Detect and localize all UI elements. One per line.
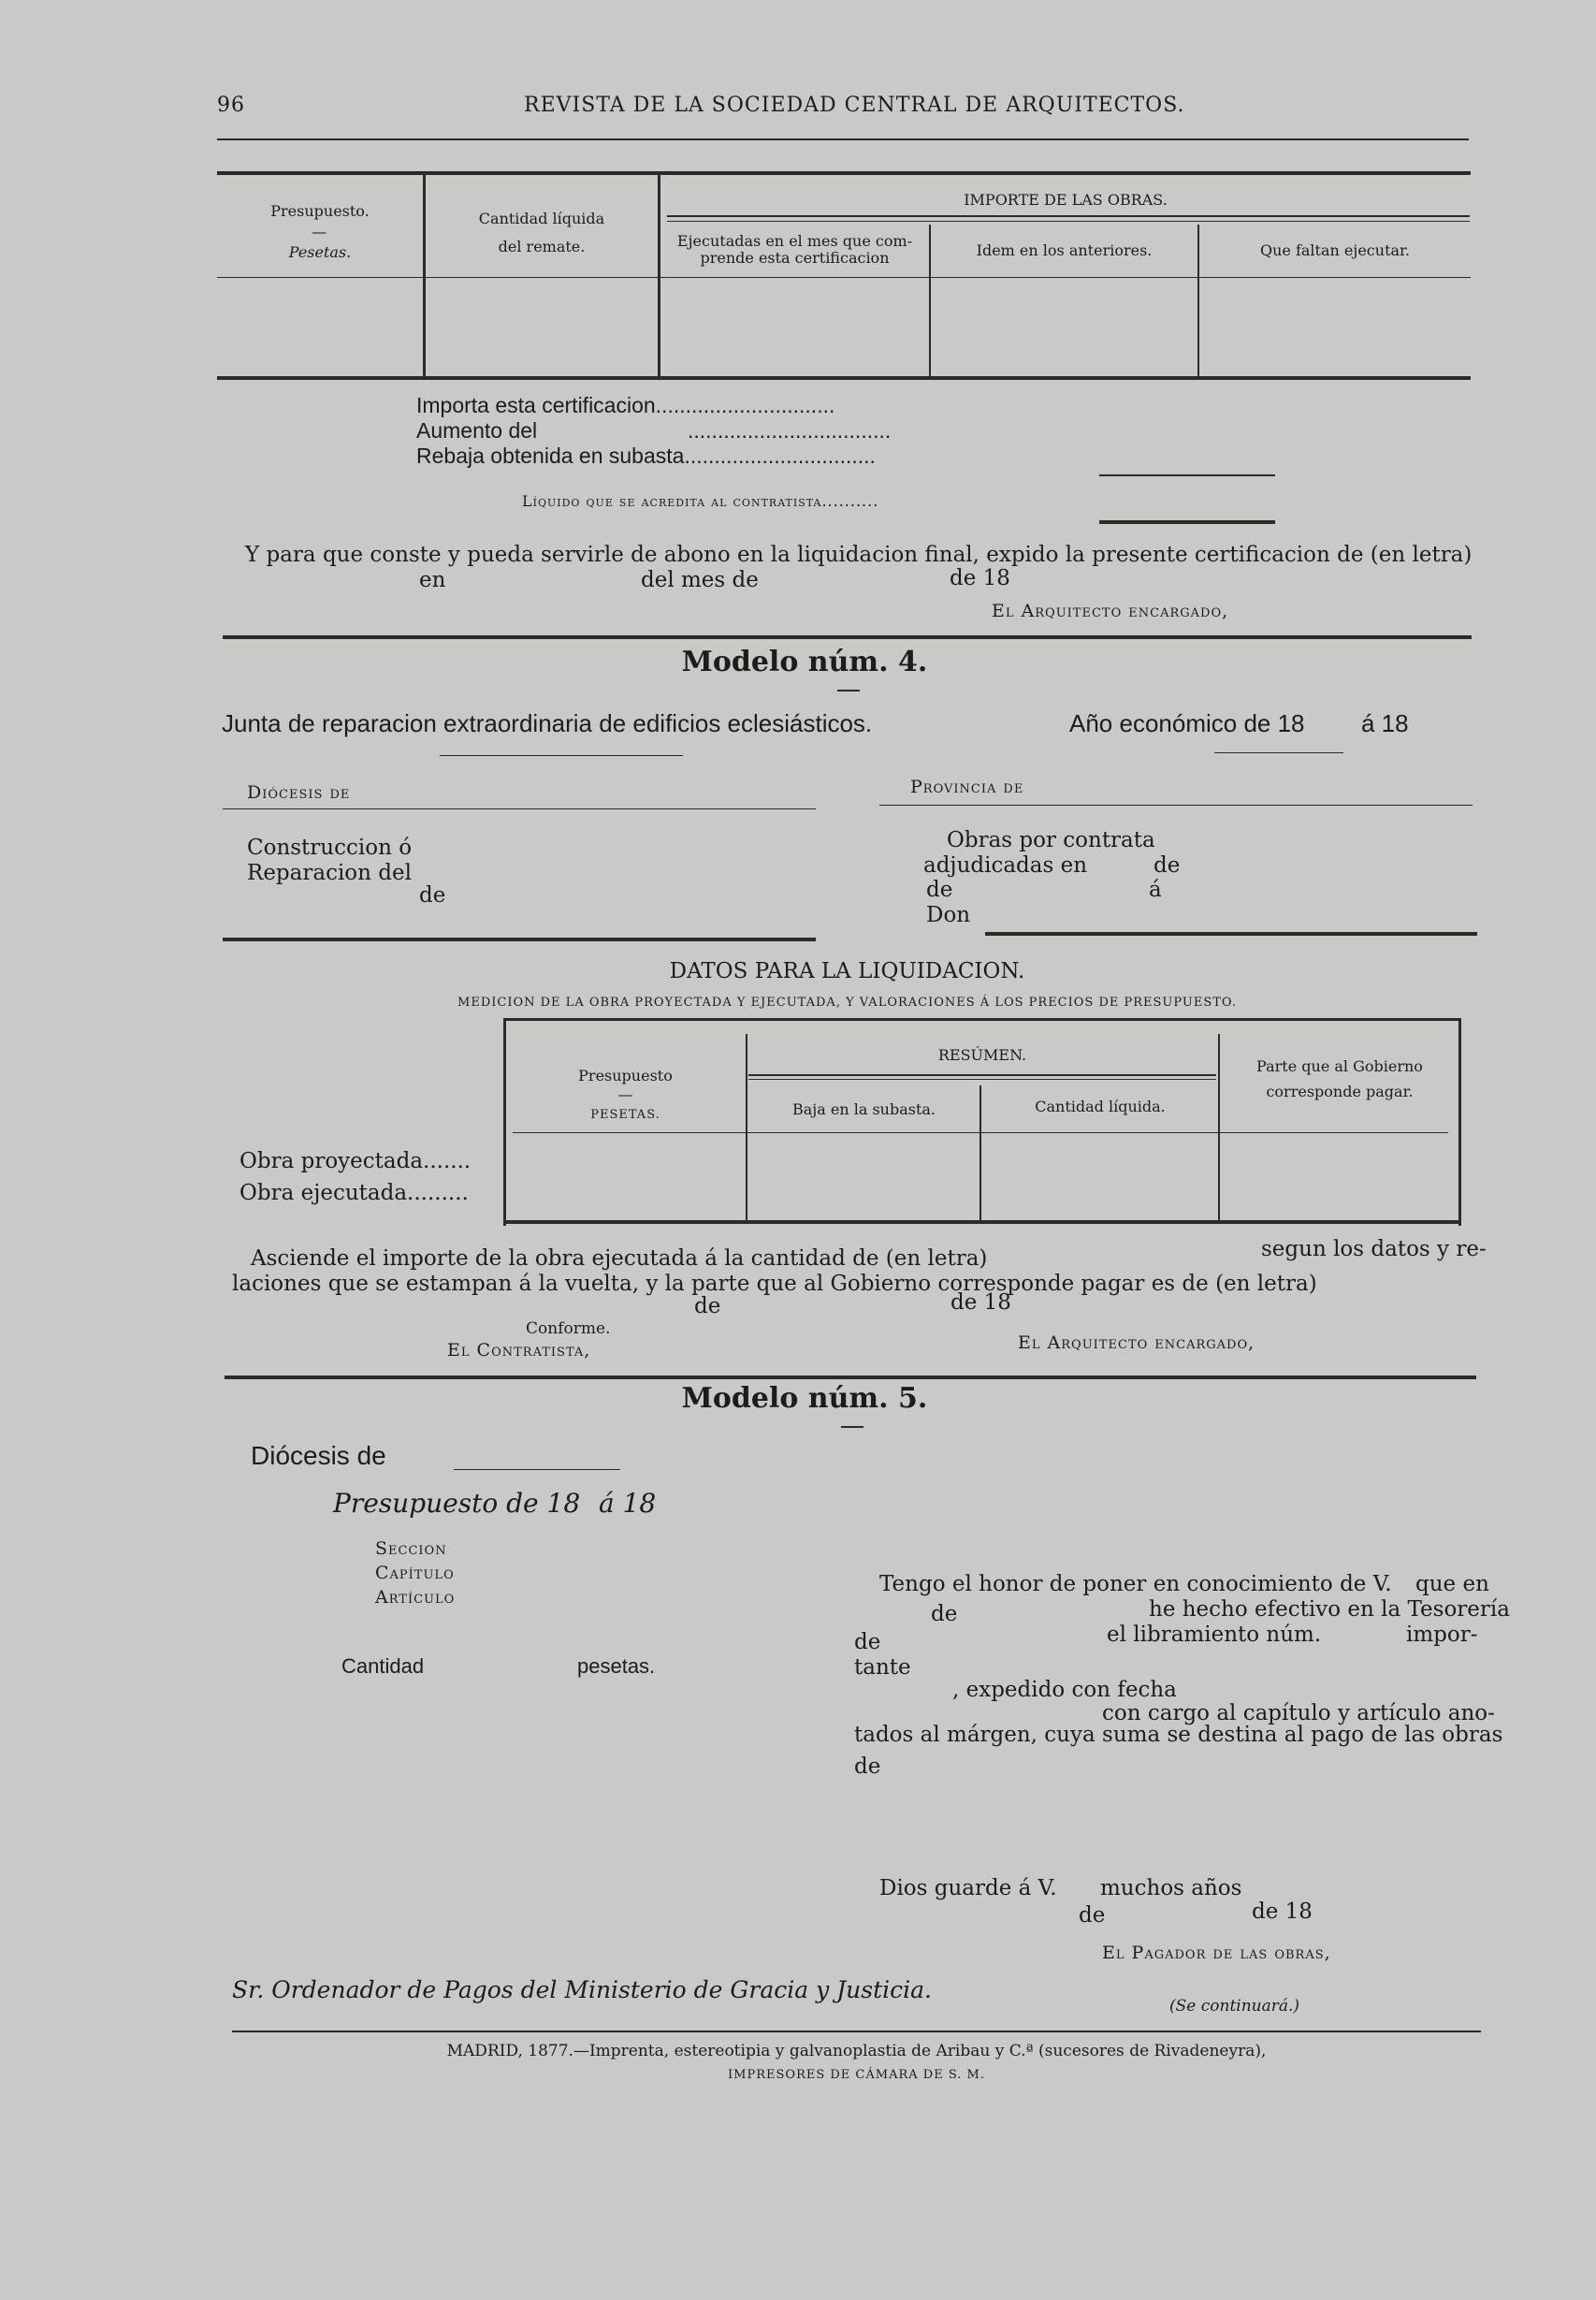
liquido-line: Líquido que se acredita al contratista.......... bbox=[522, 492, 879, 510]
diocesis-underline bbox=[223, 808, 816, 809]
provincia-label: Provincia de bbox=[910, 777, 1024, 797]
col-ejecutadas-line1: Ejecutadas en el mes que com- bbox=[676, 232, 913, 250]
presupuesto-a18: á 18 bbox=[599, 1488, 657, 1519]
sum-rule bbox=[1099, 474, 1275, 476]
diocesis-label: Diócesis de bbox=[247, 782, 351, 803]
letter-l3b: el libramiento núm. bbox=[1107, 1623, 1322, 1647]
importe-group-header: IMPORTE DE LAS OBRAS. bbox=[964, 191, 1168, 209]
segun-line: segun los datos y re- bbox=[1261, 1237, 1487, 1261]
title-dash bbox=[841, 1426, 863, 1428]
resumen-rule bbox=[748, 1074, 1216, 1076]
footer-rule bbox=[232, 2031, 1481, 2032]
dash: — bbox=[312, 223, 326, 240]
cantidad-label: Cantidad bbox=[341, 1654, 425, 1678]
col-faltan: Que faltan ejecutar. bbox=[1259, 241, 1411, 259]
arquitecto-signature: El Arquitecto encargado, bbox=[992, 601, 1229, 621]
table2-top-rule bbox=[505, 1018, 1461, 1021]
presupuesto-de18: Presupuesto de 18 bbox=[333, 1488, 581, 1519]
seccion-label: Seccion bbox=[375, 1538, 447, 1559]
t2-pesetas: PESETAS. bbox=[590, 1108, 660, 1122]
reparacion-label: Reparacion del bbox=[247, 861, 412, 885]
modelo5-title: Modelo núm. 5. bbox=[681, 1382, 928, 1415]
ano-economico: Año económico de 18 bbox=[1069, 709, 1305, 737]
t2-parte-line2: corresponde pagar. bbox=[1266, 1083, 1414, 1100]
letter-l5: , expedido con fecha bbox=[952, 1678, 1177, 1702]
col-cantidad-line1: Cantidad líquida bbox=[478, 210, 605, 227]
t2-presupuesto: Presupuesto bbox=[578, 1067, 673, 1084]
junta-underline bbox=[440, 755, 683, 756]
obra-proyectada: Obra proyectada....... bbox=[239, 1149, 472, 1173]
junta-line: Junta de reparacion extraordinaria de edificios eclesiásticos. bbox=[222, 709, 873, 737]
letter-l6: con cargo al capítulo y artículo ano- bbox=[1102, 1701, 1495, 1725]
table2-divider bbox=[1218, 1034, 1220, 1221]
impresores-line: IMPRESORES DE CÁMARA DE S. M. bbox=[728, 2068, 985, 2082]
header-rule bbox=[217, 138, 1469, 140]
letter-l2a: de bbox=[931, 1602, 958, 1626]
adjudicadas-de: de bbox=[1153, 853, 1181, 878]
dash: — bbox=[617, 1085, 633, 1103]
page-number: 96 bbox=[217, 94, 245, 117]
cert-text-del-mes: del mes de bbox=[641, 568, 759, 592]
table1-group-rule bbox=[667, 215, 1470, 217]
pesetas-label: pesetas. bbox=[577, 1654, 656, 1678]
conforme: Conforme. bbox=[526, 1319, 611, 1338]
running-title: REVISTA DE LA SOCIEDAD CENTRAL DE ARQUITECTOS. bbox=[524, 94, 1185, 117]
dios-guarde: Dios guarde á V. bbox=[879, 1876, 1057, 1900]
construccion-label: Construccion ó bbox=[247, 836, 413, 860]
cert-text-line1: Y para que conste y pueda servirle de abono en la liquidacion final, expido la presente certificacion de (en letra) bbox=[245, 543, 1473, 567]
letter-l4: tante bbox=[854, 1655, 911, 1680]
table2-bottom-rule bbox=[505, 1220, 1461, 1224]
block-rule bbox=[223, 938, 816, 941]
cert-text-de18: de 18 bbox=[950, 566, 1010, 590]
letter-l3a: de bbox=[854, 1630, 881, 1654]
aumento-dots: .................................. bbox=[688, 418, 892, 443]
letter-l8: de bbox=[854, 1754, 881, 1779]
letter-l7: tados al márgen, cuya suma se destina al pago de las obras bbox=[854, 1723, 1503, 1747]
col-idem: Idem en los anteriores. bbox=[976, 241, 1153, 259]
total-rule bbox=[1099, 520, 1275, 524]
contratista-signature: El Contratista, bbox=[447, 1340, 591, 1361]
t2-baja: Baja en la subasta. bbox=[791, 1100, 936, 1118]
col-pesetas: Pesetas. bbox=[288, 243, 352, 261]
ano-a18: á 18 bbox=[1361, 709, 1409, 737]
table1-header-rule bbox=[217, 277, 1471, 278]
laciones-de18: de 18 bbox=[950, 1290, 1011, 1315]
col-ejecutadas-line2: prende esta certificacion bbox=[700, 249, 890, 267]
rebaja-line: Rebaja obtenida en subasta................................ bbox=[416, 444, 876, 468]
dios-de18: de 18 bbox=[1252, 1900, 1313, 1924]
provincia-underline bbox=[879, 805, 1473, 806]
articulo-label: Artículo bbox=[375, 1587, 456, 1608]
laciones-line: laciones que se estampan á la vuelta, y la parte que al Gobierno corresponde pagar es de (en letra) bbox=[232, 1272, 1317, 1296]
capitulo-label: Capítulo bbox=[375, 1563, 455, 1583]
construccion-de: de bbox=[419, 883, 446, 908]
table1-bottom-rule bbox=[217, 376, 1471, 380]
col-cantidad-line2: del remate. bbox=[498, 238, 586, 255]
letter-l1b: que en bbox=[1415, 1572, 1489, 1596]
cert-text-en: en bbox=[419, 568, 446, 592]
dios-de: de bbox=[1079, 1903, 1106, 1928]
ano-underline bbox=[1214, 752, 1343, 753]
table2-divider bbox=[746, 1034, 747, 1221]
table1-divider bbox=[423, 175, 426, 376]
resumen-rule bbox=[748, 1079, 1216, 1080]
obras-de: de bbox=[926, 878, 953, 902]
title-dash bbox=[837, 690, 860, 691]
block-rule bbox=[985, 932, 1477, 936]
table1-group-rule bbox=[667, 221, 1470, 222]
obras-a: á bbox=[1149, 878, 1162, 902]
datos-liquidacion: DATOS PARA LA LIQUIDACION. bbox=[669, 959, 1025, 983]
table2-header-rule bbox=[513, 1132, 1448, 1133]
table2-divider bbox=[979, 1085, 981, 1221]
muchos-anos: muchos años bbox=[1100, 1876, 1242, 1900]
letter-l1a: Tengo el honor de poner en conocimiento de V. bbox=[879, 1572, 1392, 1596]
laciones-de: de bbox=[694, 1294, 721, 1318]
medicion-heading: MEDICION DE LA OBRA PROYECTADA Y EJECUTADA, Y VALORACIONES Á LOS PRECIOS DE PRESUPUESTO. bbox=[457, 996, 1237, 1010]
adjudicadas-en: adjudicadas en bbox=[923, 853, 1088, 878]
table2-left bbox=[503, 1018, 506, 1226]
diocesis5-label: Diócesis de bbox=[251, 1441, 386, 1470]
continuara: (Se continuará.) bbox=[1169, 1997, 1300, 2016]
aumento-line: Aumento del bbox=[416, 418, 538, 443]
table2-right bbox=[1458, 1018, 1461, 1226]
t2-parte-line1: Parte que al Gobierno bbox=[1256, 1057, 1423, 1075]
obras-contrata: Obras por contrata bbox=[947, 828, 1155, 852]
obra-ejecutada: Obra ejecutada......... bbox=[239, 1181, 469, 1205]
letter-l3c: impor- bbox=[1406, 1623, 1478, 1647]
asciende-line: Asciende el importe de la obra ejecutada á la cantidad de (en letra) bbox=[251, 1246, 988, 1271]
imprenta-line: MADRID, 1877.—Imprenta, estereotipia y galvanoplastia de Aribau y C.ª (sucesores de Rivadeneyra), bbox=[446, 2042, 1267, 2060]
modelo4-title: Modelo núm. 4. bbox=[681, 646, 928, 678]
importa-line: Importa esta certificacion.............................. bbox=[416, 393, 835, 417]
t2-resumen: RESÚMEN. bbox=[937, 1046, 1027, 1064]
t2-cantidad: Cantidad líquida. bbox=[1035, 1098, 1166, 1115]
arquitecto-signature-2: El Arquitecto encargado, bbox=[1018, 1332, 1255, 1353]
ordenador-line: Sr. Ordenador de Pagos del Ministerio de Gracia y Justicia. bbox=[232, 1976, 932, 2003]
table1-top-rule bbox=[217, 171, 1471, 175]
section-rule bbox=[225, 1376, 1476, 1379]
obras-don: Don bbox=[926, 903, 971, 927]
letter-l2b: he hecho efectivo en la Tesorería bbox=[1149, 1597, 1510, 1622]
col-presupuesto: Presupuesto. bbox=[270, 202, 370, 220]
section-rule bbox=[223, 635, 1472, 639]
pagador-signature: El Pagador de las obras, bbox=[1102, 1943, 1331, 1963]
diocesis5-underline bbox=[454, 1469, 620, 1470]
